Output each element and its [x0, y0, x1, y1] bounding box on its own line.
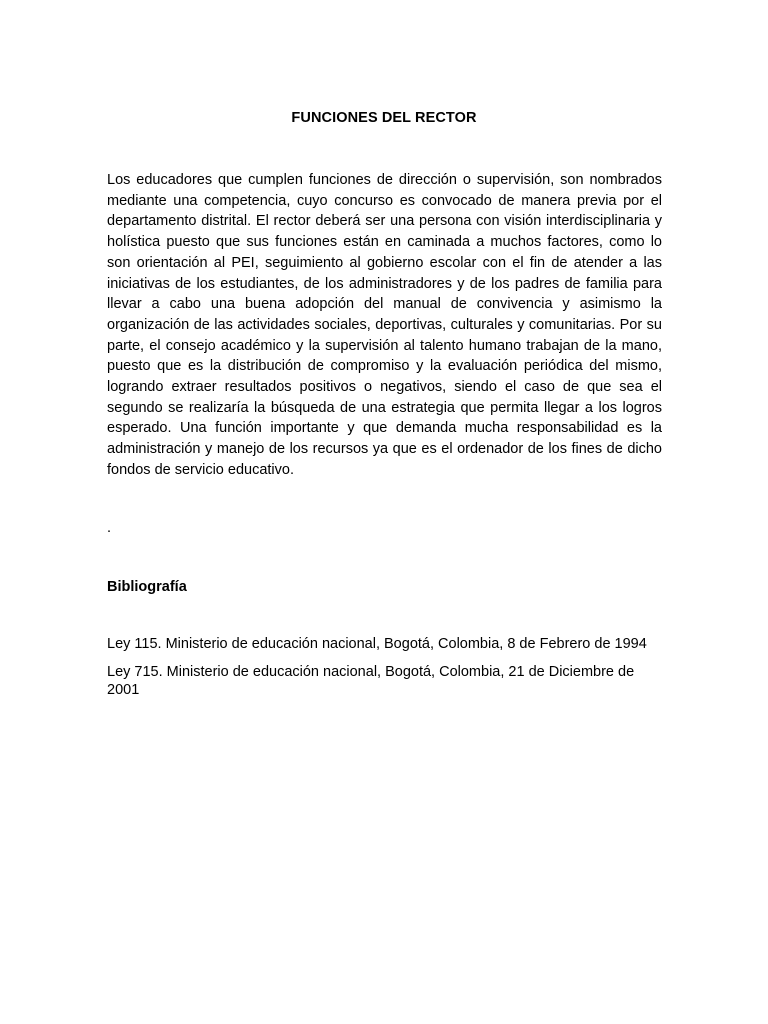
separator-dot: .: [107, 520, 112, 536]
document-title: FUNCIONES DEL RECTOR: [291, 110, 477, 126]
reference-item: Ley 715. Ministerio de educación nacional, Bogotá, Colombia, 21 de Diciembre de 2001: [107, 664, 635, 698]
reference-list: [107, 635, 662, 709]
bibliography-heading: Bibliografía: [107, 579, 187, 595]
reference-item: Ley 115. Ministerio de educación nacional, Bogotá, Colombia, 8 de Febrero de 1994: [107, 636, 647, 652]
body-paragraph: Los educadores que cumplen funciones de dirección o supervisión, son nombrados mediante una competencia, cuyo concurso es convocado de manera previa por el departamento distrital. El rector deberá ser una persona con visión interdisciplinaria y holística puesto que sus funciones están en caminada a muchos factores, como lo son orientación al PEI, seguimiento al gobierno escolar con el fin de atender a las iniciativas de los estudiantes, de los administradores y de los padres de familia para llevar a cabo una buena adopción del manual de convivencia y asimismo la organización de las actividades sociales, deportivas, culturales y comunitarias. Por su parte, el consejo académico y la supervisión al talento humano trabajan de la mano, puesto que es la distribución de compromiso y la evaluación periódica del mismo, logrando extraer resultados positivos o negativos, siendo el caso de que sea el segundo se realizaría la búsqueda de una estrategia que permita llegar a los logros esperado. Una función importante y que demanda mucha responsabilidad es la administración y manejo de los recursos ya que es el ordenador de los fines de dicho fondos de servicio educativo.: [107, 172, 662, 478]
